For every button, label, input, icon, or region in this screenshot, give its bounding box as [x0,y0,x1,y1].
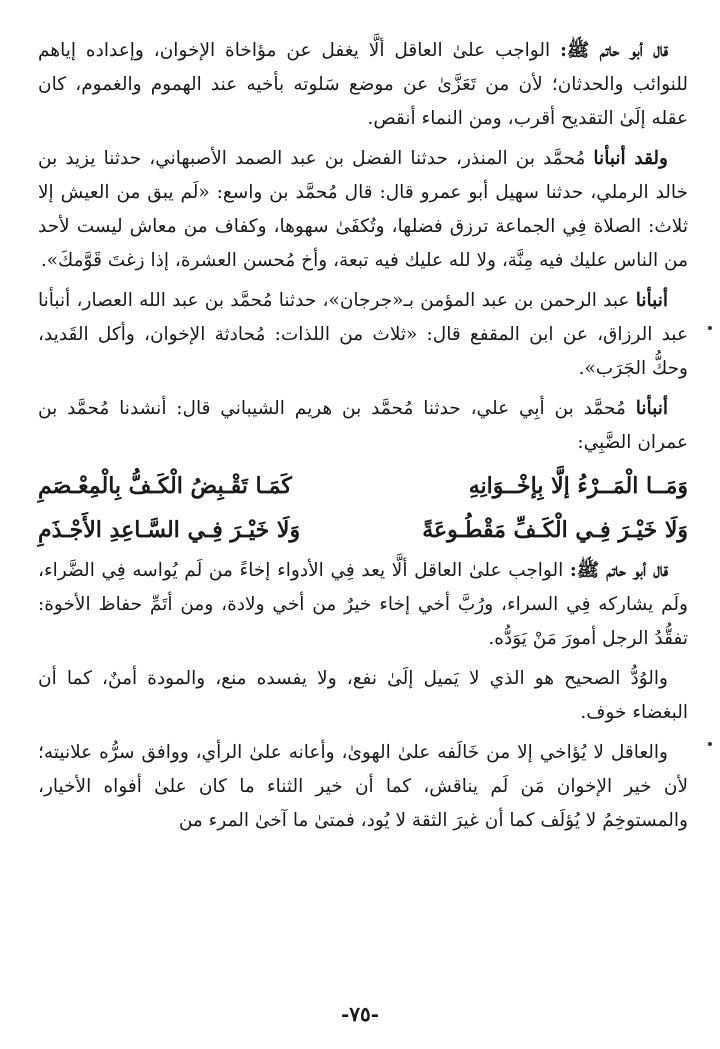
paragraph-1 [38,34,688,136]
verse-1-first-hemistich: وَمَــا الْمَــرْءُ إلَّا بِإخْــوَانِهِ [468,473,688,499]
paragraph-5-text: الواجب علىٰ العاقل ألَّا يعد فِي الأدواء إخاءً من لَم يُواسه فِي الضَّراء، ولَم يشاركه فِي السراء، ورُبَّ أخي إخاء خيرٌ من أخي ولادة، ومن أتَمِّ حفاظ الأخوة: تفقُّدُ الرجل أمورَ مَنْ يَوَدُّه. [38,560,688,649]
verse-2-second-hemistich: وَلَا خَيْـرَ فِـي السَّـاعِدِ الأَجْـذَمِ [38,517,301,543]
verse-2-first-hemistich: وَلَا خَيْـرَ فِـي الْكَـفِّ مَقْطُـوعَةً [422,517,688,543]
margin-mark [708,326,712,330]
paragraph-5 [38,554,688,656]
paragraph-5-lead: قال أبو حاتم ﷺ: [569,560,668,581]
verse-line-2 [38,510,688,550]
paragraph-4-text: مُحمَّد بن أبِي علي، حدثنا مُحمَّد بن هريم الشيباني قال: أنشدنا مُحمَّد بن عمران الضَّبِي: [38,398,688,453]
paragraph-3-text: عبد الرحمن بن عبد المؤمن بـ«جرجان»، حدثنا مُحمَّد بن عبد الله العصار، أنبأنا عبد الرزاق، عن ابن المقفع قال: «ثلاث من اللذات: مُحادثة الإخوان، وأكل القَديد، وحكُّ الجَرَب». [38,290,688,379]
paragraph-4 [38,392,688,460]
paragraph-2-text: مُحمَّد بن المنذر، حدثنا الفضل بن عبد الصمد الأصبهاني، حدثنا يزيد بن خالد الرملي، حدثنا سهيل أبو عمرو قال: قال مُحمَّد بن واسع: «لَم يبق من العيش إلا ثلاث: الصلاة فِي الجماعة ترزق فضلها، وتُكفَىٰ سهوها، وكفاف من معاش ليست لأحد من الناس عليك فيه مِنَّة، ولا لله عليك فيه تبعة، وأخ مُحسن العشرة، إذا زغتَ قَوَّمكَ». [38,148,688,271]
paragraph-2 [38,142,688,278]
paragraph-6 [38,662,688,730]
paragraph-1-lead: قال أبو حاتم ﷺ: [560,40,668,61]
paragraph-7 [38,736,688,838]
page-number: -٧٥- [340,1002,380,1026]
paragraph-2-lead: ولقد أنبأنا [593,148,668,169]
verse-line-1 [38,466,688,506]
verse-1-second-hemistich: كَمَـا تَقْـبِضُ الْكَـفُّ بِالْمِعْـصَمِ [38,473,292,499]
paragraph-3-lead: أنبأنا [635,290,668,311]
paragraph-6-text: والوُدُّ الصحيح هو الذي لا يَميل إلَىٰ نفع، ولا يفسده منع، والمودة أمنٌ، كما أن البغضاء خوف. [38,668,688,723]
paragraph-1-text: الواجب علىٰ العاقل ألَّا يغفل عن مؤاخاة الإخوان، وإعداده إياهم للنوائب والحدثان؛ لأن من تَعَزَّىٰ عن موضع سَلوته بأخيه عند الهموم والغموم، كان عقله إلَىٰ التقديح أقرب، ومن النماء أنقص. [38,40,688,129]
paragraph-4-lead: أنبأنا [635,398,668,419]
paragraph-3 [38,284,688,386]
page-body [38,34,688,844]
paragraph-7-text: والعاقل لا يُؤاخي إلا من خَالَفه علىٰ الهوىٰ، وأعانه علىٰ الرأي، ووافق سرُّه علانيته؛ لأن خير الإخوان مَن لَم يناقش، كما أن خير الثناء ما كان علىٰ أفواه الأخيار، والمستوخِمُ لا يُؤلَف كما أن غيرَ الثقة لا يُود، فمتىٰ ما آخىٰ المرء من [38,742,688,831]
margin-mark [708,742,712,746]
